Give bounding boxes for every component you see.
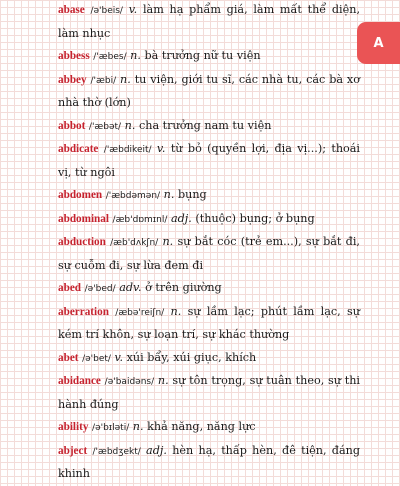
dictionary-entry	[58, 416, 360, 440]
definition: hèn hạ, thấp hèn, đê tiện, đáng khinh	[58, 443, 361, 480]
pronunciation: /æb'dɒmɪnl/	[112, 214, 168, 225]
headword: abidance	[58, 375, 101, 387]
pronunciation: /ə'baidəns/	[104, 377, 155, 387]
part-of-speech: n.	[163, 188, 175, 201]
definition: sự tôn trọng, sự tuân theo, sự thi hành đúng	[58, 374, 360, 411]
part-of-speech: v.	[156, 142, 166, 155]
part-of-speech: n.	[120, 72, 131, 86]
definition: (thuộc) bụng; ở bụng	[195, 211, 315, 225]
section-letter: A	[373, 35, 384, 51]
headword: abdicate	[58, 143, 99, 155]
definition: từ bỏ (quyền lợi, địa vị...); thoái vị, từ ngôi	[58, 142, 361, 179]
headword: abdomen	[58, 189, 103, 201]
dictionary-entry	[58, 440, 360, 486]
pronunciation: /ə'bet/	[82, 353, 111, 364]
entry-list	[58, 0, 360, 486]
section-letter-tab	[357, 22, 400, 64]
definition: làm hạ phẩm giá, làm mất thể diện, làm nhục	[58, 3, 360, 40]
definition: sự bắt cóc (trẻ em...), sự bắt đi, sự cuỗm đi, sự lừa đem đi	[58, 235, 360, 272]
part-of-speech: n.	[124, 118, 136, 132]
dictionary-entry	[58, 301, 360, 347]
headword: abet	[58, 351, 79, 364]
headword: aberration	[58, 305, 109, 318]
part-of-speech: n.	[170, 304, 182, 318]
part-of-speech: n.	[157, 374, 169, 387]
pronunciation: /æbə'reiʃn/	[115, 307, 165, 318]
headword: abed	[58, 282, 82, 294]
part-of-speech: n.	[132, 420, 144, 433]
dictionary-entry	[58, 208, 360, 232]
definition: ở trên giường	[145, 281, 222, 294]
definition: xúi bẩy, xúi giục, khích	[126, 350, 257, 364]
part-of-speech: n.	[162, 235, 174, 248]
part-of-speech: n.	[130, 49, 141, 62]
dictionary-entry	[58, 45, 360, 69]
definition: bà trưởng nữ tu viện	[144, 49, 261, 62]
dictionary-entry	[58, 138, 360, 184]
headword: abase	[58, 4, 85, 16]
pronunciation: /ə'beis/	[90, 6, 123, 16]
definition: khả năng, năng lực	[147, 420, 256, 433]
headword: abbot	[58, 119, 86, 132]
headword: abject	[58, 444, 88, 457]
part-of-speech: v.	[128, 3, 138, 16]
headword: abdominal	[58, 212, 109, 225]
dictionary-entry	[58, 69, 360, 115]
part-of-speech: adj.	[170, 211, 192, 225]
part-of-speech: adv.	[119, 281, 142, 294]
pronunciation: /ə'bɪləti/	[92, 423, 130, 433]
pronunciation: /'æbdikeit/	[103, 145, 152, 155]
definition: cha trưởng nam tu viện	[138, 118, 272, 132]
pronunciation: /'æbdʒekt/	[92, 446, 141, 457]
headword: abbey	[58, 73, 87, 86]
pronunciation: /'æbət/	[88, 121, 122, 132]
pronunciation: /æb'dʌkʃn/	[110, 238, 159, 248]
dictionary-entry	[58, 370, 360, 416]
headword: ability	[58, 421, 89, 433]
part-of-speech: v.	[114, 350, 124, 364]
dictionary-entry	[58, 115, 360, 139]
definition: bụng	[177, 188, 207, 201]
headword: abbess	[58, 50, 90, 62]
definition: sự lầm lạc; phút lầm lạc, sự kém trí khôn, sự loạn trí, sự khác thường	[58, 304, 360, 341]
dictionary-entry	[58, 184, 360, 208]
dictionary-entry	[58, 231, 360, 277]
pronunciation: /'æbdəmən/	[105, 191, 161, 201]
headword: abduction	[58, 236, 106, 248]
pronunciation: /'æbes/	[93, 52, 127, 62]
dictionary-entry	[58, 347, 360, 371]
pronunciation: /ə'bed/	[84, 284, 116, 294]
pronunciation: /'æbi/	[90, 75, 117, 86]
dictionary-entry	[58, 0, 360, 45]
dictionary-entry	[58, 277, 360, 301]
part-of-speech: adj.	[146, 443, 167, 457]
definition: tu viện, giới tu sĩ, các nhà tu, các bà xơ nhà thờ (lớn)	[58, 72, 360, 109]
